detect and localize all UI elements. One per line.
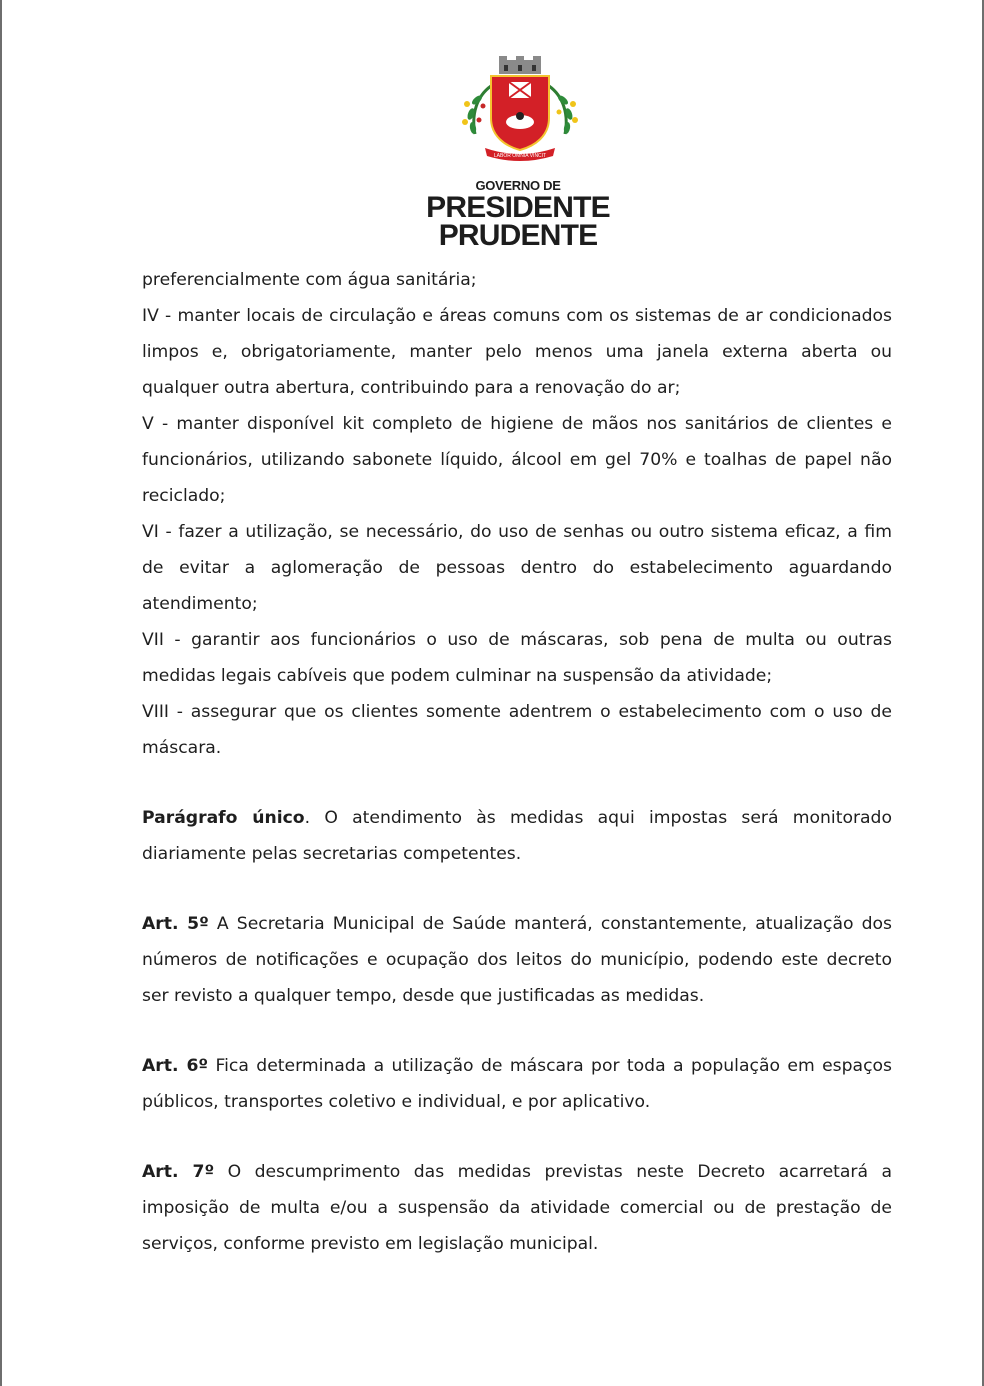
- art7-line: serviços, conforme previsto em legislação municipal.: [142, 1234, 599, 1254]
- item-iv-line: limpos e, obrigatoriamente, manter pelo menos uma janela externa aberta ou: [142, 342, 892, 362]
- item-vii-line: medidas legais cabíveis que podem culminar na suspensão da atividade;: [142, 666, 773, 686]
- item-iv-line: qualquer outra abertura, contribuindo para a renovação do ar;: [142, 378, 681, 398]
- coat-of-arms-icon: [457, 56, 583, 164]
- item-v-line: V - manter disponível kit completo de higiene de mãos nos sanitários de clientes e: [142, 414, 892, 434]
- letterhead: [400, 52, 640, 252]
- art6-line: [142, 1048, 892, 1084]
- item-v-line: funcionários, utilizando sabonete líquido, álcool em gel 70% e toalhas de papel não: [142, 450, 892, 470]
- art5-text: A Secretaria Municipal de Saúde manterá, constantemente, atualização dos: [208, 914, 892, 934]
- item-iv-line: IV - manter locais de circulação e áreas comuns com os sistemas de ar condicionados: [142, 306, 892, 326]
- art6-line: públicos, transportes coletivo e individual, e por aplicativo.: [142, 1092, 651, 1112]
- art7-label: Art. 7º: [142, 1162, 215, 1182]
- art7-text: O descumprimento das medidas previstas neste Decreto acarretará a: [214, 1162, 892, 1182]
- art6-label: Art. 6º: [142, 1056, 209, 1076]
- item-vi-line: de evitar a aglomeração de pessoas dentro do estabelecimento aguardando: [142, 558, 892, 578]
- art7-line: imposição de multa e/ou a suspensão da atividade comercial ou de prestação de: [142, 1198, 892, 1218]
- art5-label: Art. 5º: [142, 914, 209, 934]
- item-vi-line: atendimento;: [142, 594, 258, 614]
- paragrafo-unico-label: Parágrafo único: [142, 808, 305, 828]
- art6-text: Fica determinada a utilização de máscara por toda a população em espaços: [208, 1056, 892, 1076]
- paragrafo-unico-line: diariamente pelas secretarias competentes.: [142, 844, 522, 864]
- document-body: [142, 262, 892, 1262]
- item-iii-continuation: preferencialmente com água sanitária;: [142, 270, 477, 290]
- art5-line: ser revisto a qualquer tempo, desde que justificadas as medidas.: [142, 986, 705, 1006]
- item-viii-line: máscara.: [142, 738, 222, 758]
- paragrafo-unico-text: . O atendimento às medidas aqui impostas será monitorado: [304, 808, 892, 828]
- letterhead-title-line1: PRESIDENTE: [426, 191, 610, 224]
- art5-line: números de notificações e ocupação dos leitos do município, podendo este decreto: [142, 950, 892, 970]
- item-viii-line: VIII - assegurar que os clientes somente adentrem o estabelecimento com o uso de: [142, 702, 892, 722]
- page-border-left: [0, 0, 2, 1386]
- art5-line: [142, 906, 892, 942]
- crest-motto: LABOR OMNIA VINCIT: [493, 153, 547, 159]
- item-v-line: reciclado;: [142, 486, 226, 506]
- paragrafo-unico-line: [142, 800, 892, 836]
- item-vi-line: VI - fazer a utilização, se necessário, do uso de senhas ou outro sistema eficaz, a fim: [142, 522, 892, 542]
- letterhead-subtitle: GOVERNO DE: [475, 178, 561, 193]
- letterhead-title-line2: PRUDENTE: [438, 219, 598, 252]
- art7-line: [142, 1154, 892, 1190]
- item-vii-line: VII - garantir aos funcionários o uso de máscaras, sob pena de multa ou outras: [142, 630, 892, 650]
